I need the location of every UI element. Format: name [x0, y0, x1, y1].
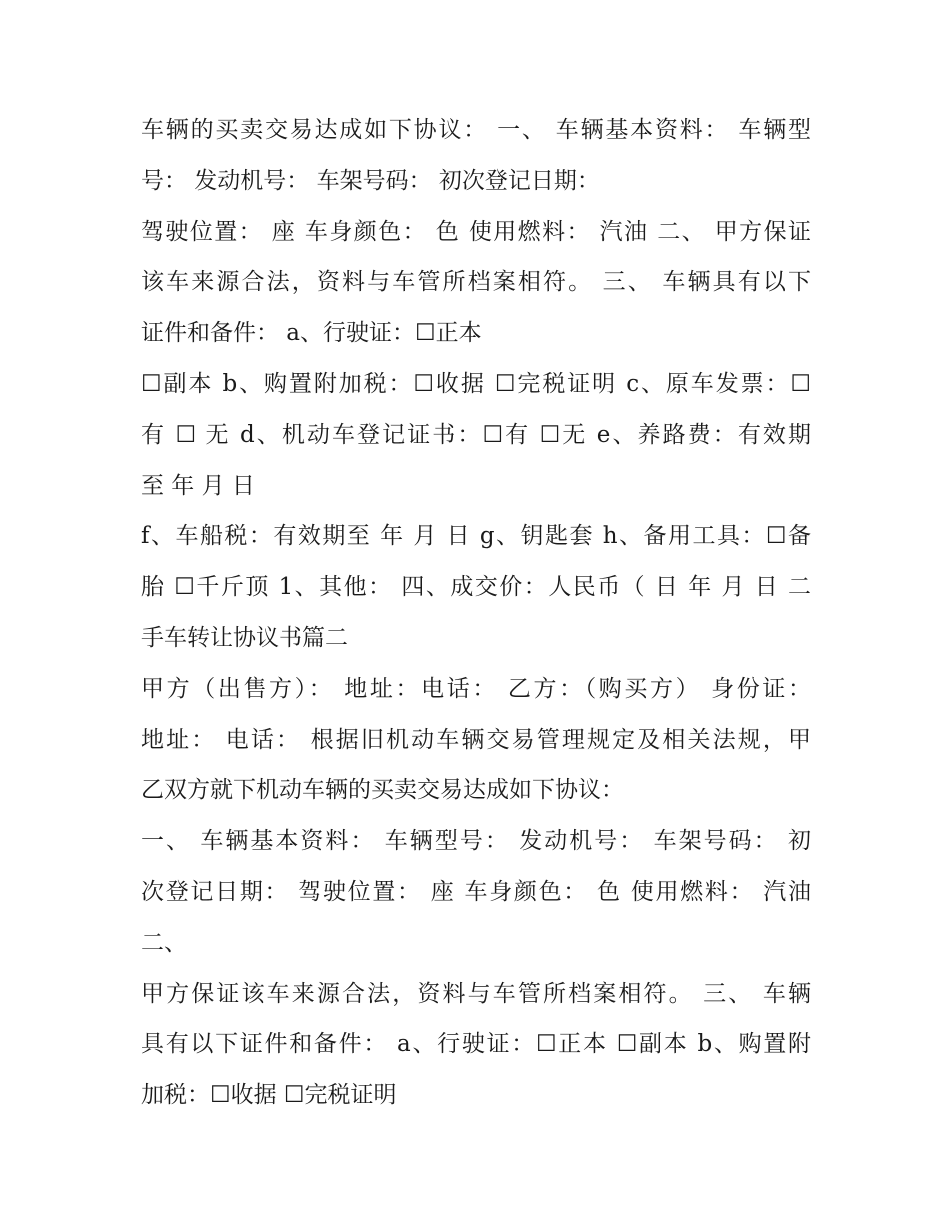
text-line-20: 加税：☐收据 ☐完税证明	[141, 1082, 397, 1109]
document-body	[141, 105, 811, 1121]
text-line-6: ☐副本 b、购置附加税：☐收据 ☐完税证明 c、原车发票：☐	[141, 370, 811, 397]
text-line-12: 甲方（出售方）： 地址：电话： 乙方：（购买方） 身份证：	[141, 675, 811, 702]
text-line-13: 地址： 电话： 根据旧机动车辆交易管理规定及相关法规，甲	[141, 726, 811, 753]
text-line-14: 乙双方就下机动车辆的买卖交易达成如下协议：	[141, 777, 624, 804]
text-line-10: 胎 ☐千斤顶 1、其他： 四、成交价：人民币（ 日 年 月 日 二	[141, 574, 811, 601]
text-line-7: 有 ☐ 无 d、机动车登记证书：☐有 ☐无 e、养路费：有效期	[141, 421, 811, 448]
text-line-2: 号： 发动机号： 车架号码： 初次登记日期：	[141, 167, 600, 194]
text-line-9: f、车船税：有效期至 年 月 日 g、钥匙套 h、备用工具：☐备	[141, 523, 811, 550]
text-line-17: 二、	[141, 929, 187, 956]
text-line-4: 该车来源合法，资料与车管所档案相符。 三、 车辆具有以下	[141, 269, 811, 296]
text-line-8: 至 年 月 日	[141, 472, 255, 499]
text-line-18: 甲方保证该车来源合法，资料与车管所档案相符。 三、 车辆	[141, 980, 811, 1007]
text-line-11: 手车转让协议书篇二	[141, 624, 348, 651]
text-line-16: 次登记日期： 驾驶位置： 座 车身颜色： 色 使用燃料： 汽油	[141, 878, 811, 905]
text-line-15: 一、 车辆基本资料： 车辆型号： 发动机号： 车架号码： 初	[141, 828, 811, 855]
text-line-5: 证件和备件： a、行驶证：☐正本	[141, 320, 482, 347]
text-line-1: 车辆的买卖交易达成如下协议： 一、 车辆基本资料： 车辆型	[141, 117, 811, 143]
text-line-3: 驾驶位置： 座 车身颜色： 色 使用燃料： 汽油 二、 甲方保证	[141, 218, 811, 245]
text-line-19: 具有以下证件和备件： a、行驶证：☐正本 ☐副本 b、购置附	[141, 1031, 811, 1058]
